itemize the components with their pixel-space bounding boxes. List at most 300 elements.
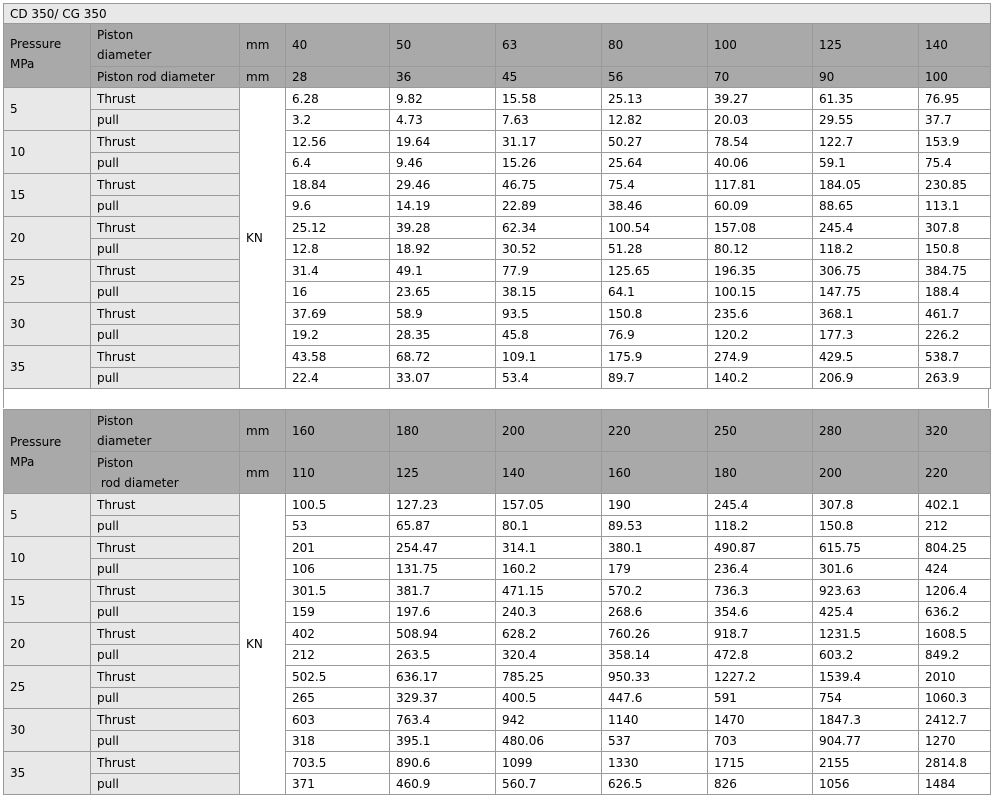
thrust-label: Thrust: [91, 303, 240, 325]
thrust-value: 201: [286, 537, 390, 559]
thrust-value: 68.72: [390, 346, 496, 368]
thrust-value: 763.4: [390, 709, 496, 731]
pressure-value: 25: [4, 260, 91, 303]
table-row: [4, 494, 991, 516]
pressure-value: 20: [4, 623, 91, 666]
thrust-label: Thrust: [91, 346, 240, 368]
pressure-header: Pressure MPa: [4, 24, 91, 88]
pull-value: 140.2: [708, 368, 813, 389]
pull-value: 226.2: [919, 325, 991, 346]
pull-value: 118.2: [708, 516, 813, 537]
thrust-value: 46.75: [496, 174, 602, 196]
thrust-value: 31.17: [496, 131, 602, 153]
pull-value: 3.2: [286, 110, 390, 131]
pull-value: 159: [286, 602, 390, 623]
unit-kn: KN: [240, 494, 286, 795]
pull-value: 358.14: [602, 645, 708, 666]
pull-value: 1060.3: [919, 688, 991, 709]
pull-value: 354.6: [708, 602, 813, 623]
thrust-label: Thrust: [91, 217, 240, 239]
pull-value: 150.8: [813, 516, 919, 537]
pull-value: 64.1: [602, 282, 708, 303]
pull-value: 236.4: [708, 559, 813, 580]
pull-label: pull: [91, 196, 240, 217]
thrust-value: 75.4: [602, 174, 708, 196]
pull-value: 703: [708, 731, 813, 752]
thrust-value: 235.6: [708, 303, 813, 325]
piston-diameter-header: Piston diameter: [91, 410, 240, 452]
thrust-value: 157.05: [496, 494, 602, 516]
pull-value: 849.2: [919, 645, 991, 666]
piston-diameter-value: 220: [602, 410, 708, 452]
thrust-value: 9.82: [390, 88, 496, 110]
thrust-value: 306.75: [813, 260, 919, 282]
rod-diameter-value: 45: [496, 67, 602, 88]
pull-value: 38.46: [602, 196, 708, 217]
table-row: [4, 196, 991, 217]
thrust-value: 628.2: [496, 623, 602, 645]
pull-value: 560.7: [496, 774, 602, 795]
pressure-value: 25: [4, 666, 91, 709]
thrust-value: 274.9: [708, 346, 813, 368]
rod-diameter-value: 125: [390, 452, 496, 494]
pull-value: 19.2: [286, 325, 390, 346]
thrust-value: 1231.5: [813, 623, 919, 645]
thrust-value: 1470: [708, 709, 813, 731]
thrust-value: 1330: [602, 752, 708, 774]
pull-value: 16: [286, 282, 390, 303]
thrust-value: 1608.5: [919, 623, 991, 645]
thrust-value: 12.56: [286, 131, 390, 153]
pull-value: 20.03: [708, 110, 813, 131]
thrust-value: 117.81: [708, 174, 813, 196]
thrust-label: Thrust: [91, 131, 240, 153]
thrust-value: 2412.7: [919, 709, 991, 731]
pull-value: 60.09: [708, 196, 813, 217]
pull-value: 4.73: [390, 110, 496, 131]
pull-value: 395.1: [390, 731, 496, 752]
thrust-label: Thrust: [91, 494, 240, 516]
table-row: [4, 153, 991, 174]
thrust-label: Thrust: [91, 260, 240, 282]
pressure-header: Pressure MPa: [4, 410, 91, 494]
thrust-value: 62.34: [496, 217, 602, 239]
piston-diameter-value: 100: [708, 24, 813, 67]
pull-value: 329.37: [390, 688, 496, 709]
piston-diameter-value: 40: [286, 24, 390, 67]
pull-label: pull: [91, 239, 240, 260]
table-row: [4, 110, 991, 131]
thrust-value: 58.9: [390, 303, 496, 325]
thrust-value: 1847.3: [813, 709, 919, 731]
pull-value: 89.53: [602, 516, 708, 537]
force-table-top: [3, 3, 991, 389]
thrust-value: 150.8: [602, 303, 708, 325]
unit-mm: mm: [240, 452, 286, 494]
thrust-value: 43.58: [286, 346, 390, 368]
pull-value: 197.6: [390, 602, 496, 623]
thrust-value: 2010: [919, 666, 991, 688]
thrust-value: 461.7: [919, 303, 991, 325]
table-row: [4, 688, 991, 709]
rod-diameter-header: Piston rod diameter: [91, 452, 240, 494]
pull-value: 206.9: [813, 368, 919, 389]
pull-value: 40.06: [708, 153, 813, 174]
pull-value: 460.9: [390, 774, 496, 795]
pull-label: pull: [91, 110, 240, 131]
pull-label: pull: [91, 516, 240, 537]
pull-value: 51.28: [602, 239, 708, 260]
thrust-value: 1099: [496, 752, 602, 774]
pull-value: 45.8: [496, 325, 602, 346]
pull-value: 188.4: [919, 282, 991, 303]
pull-value: 160.2: [496, 559, 602, 580]
thrust-value: 570.2: [602, 580, 708, 602]
thrust-value: 153.9: [919, 131, 991, 153]
thrust-label: Thrust: [91, 537, 240, 559]
pull-value: 75.4: [919, 153, 991, 174]
thrust-value: 1140: [602, 709, 708, 731]
rod-diameter-value: 36: [390, 67, 496, 88]
pressure-value: 5: [4, 88, 91, 131]
unit-mm: mm: [240, 67, 286, 88]
piston-diameter-value: 63: [496, 24, 602, 67]
pull-value: 480.06: [496, 731, 602, 752]
thrust-value: 15.58: [496, 88, 602, 110]
pull-label: pull: [91, 153, 240, 174]
pressure-value: 15: [4, 174, 91, 217]
thrust-value: 384.75: [919, 260, 991, 282]
pull-value: 904.77: [813, 731, 919, 752]
thrust-value: 196.35: [708, 260, 813, 282]
thrust-value: 2814.8: [919, 752, 991, 774]
thrust-value: 890.6: [390, 752, 496, 774]
pull-value: 265: [286, 688, 390, 709]
pull-value: 14.19: [390, 196, 496, 217]
thrust-value: 368.1: [813, 303, 919, 325]
piston-diameter-value: 50: [390, 24, 496, 67]
pull-value: 100.15: [708, 282, 813, 303]
piston-diameter-value: 280: [813, 410, 919, 452]
thrust-value: 502.5: [286, 666, 390, 688]
table-row: [4, 709, 991, 731]
rod-diameter-value: 200: [813, 452, 919, 494]
table-row: [4, 88, 991, 110]
thrust-value: 402.1: [919, 494, 991, 516]
piston-diameter-header: Piston diameter: [91, 24, 240, 67]
piston-diameter-value: 320: [919, 410, 991, 452]
pull-value: 177.3: [813, 325, 919, 346]
thrust-value: 736.3: [708, 580, 813, 602]
pull-value: 53: [286, 516, 390, 537]
piston-diameter-value: 180: [390, 410, 496, 452]
thrust-value: 918.7: [708, 623, 813, 645]
unit-kn: KN: [240, 88, 286, 389]
piston-diameter-value: 125: [813, 24, 919, 67]
table-row: [4, 752, 991, 774]
pull-value: 7.63: [496, 110, 602, 131]
table-row: [4, 774, 991, 795]
pull-value: 30.52: [496, 239, 602, 260]
table-row: [4, 731, 991, 752]
pull-value: 22.89: [496, 196, 602, 217]
thrust-value: 785.25: [496, 666, 602, 688]
thrust-label: Thrust: [91, 623, 240, 645]
thrust-value: 307.8: [813, 494, 919, 516]
pull-value: 425.4: [813, 602, 919, 623]
thrust-value: 380.1: [602, 537, 708, 559]
pull-value: 424: [919, 559, 991, 580]
thrust-value: 61.35: [813, 88, 919, 110]
pull-value: 371: [286, 774, 390, 795]
thrust-value: 1539.4: [813, 666, 919, 688]
thrust-value: 636.17: [390, 666, 496, 688]
thrust-value: 254.47: [390, 537, 496, 559]
table-row: [4, 260, 991, 282]
table-row: [4, 217, 991, 239]
pull-value: 59.1: [813, 153, 919, 174]
pull-value: 80.12: [708, 239, 813, 260]
pull-value: 318: [286, 731, 390, 752]
thrust-value: 157.08: [708, 217, 813, 239]
thrust-value: 93.5: [496, 303, 602, 325]
piston-diameter-value: 160: [286, 410, 390, 452]
thrust-value: 760.26: [602, 623, 708, 645]
thrust-value: 703.5: [286, 752, 390, 774]
thrust-value: 39.27: [708, 88, 813, 110]
pressure-value: 35: [4, 346, 91, 389]
thrust-value: 184.05: [813, 174, 919, 196]
pull-value: 37.7: [919, 110, 991, 131]
pull-value: 53.4: [496, 368, 602, 389]
pull-value: 12.8: [286, 239, 390, 260]
thrust-label: Thrust: [91, 666, 240, 688]
thrust-value: 77.9: [496, 260, 602, 282]
piston-diameter-value: 250: [708, 410, 813, 452]
thrust-value: 245.4: [813, 217, 919, 239]
pull-value: 15.26: [496, 153, 602, 174]
rod-diameter-value: 28: [286, 67, 390, 88]
table-row: [4, 602, 991, 623]
thrust-value: 18.84: [286, 174, 390, 196]
thrust-value: 490.87: [708, 537, 813, 559]
rod-diameter-value: 110: [286, 452, 390, 494]
pull-value: 240.3: [496, 602, 602, 623]
thrust-value: 19.64: [390, 131, 496, 153]
pressure-value: 15: [4, 580, 91, 623]
thrust-value: 127.23: [390, 494, 496, 516]
pull-value: 212: [286, 645, 390, 666]
pull-value: 826: [708, 774, 813, 795]
pressure-value: 35: [4, 752, 91, 795]
thrust-value: 49.1: [390, 260, 496, 282]
pull-value: 33.07: [390, 368, 496, 389]
pull-label: pull: [91, 368, 240, 389]
thrust-value: 508.94: [390, 623, 496, 645]
pull-value: 76.9: [602, 325, 708, 346]
pull-value: 28.35: [390, 325, 496, 346]
thrust-value: 25.12: [286, 217, 390, 239]
thrust-value: 804.25: [919, 537, 991, 559]
pull-value: 472.8: [708, 645, 813, 666]
pull-value: 268.6: [602, 602, 708, 623]
table-row: [4, 623, 991, 645]
thrust-value: 100.5: [286, 494, 390, 516]
thrust-value: 230.85: [919, 174, 991, 196]
table-row: [4, 559, 991, 580]
pull-label: pull: [91, 325, 240, 346]
thrust-label: Thrust: [91, 752, 240, 774]
pull-value: 89.7: [602, 368, 708, 389]
unit-mm: mm: [240, 24, 286, 67]
pull-value: 754: [813, 688, 919, 709]
pull-value: 1270: [919, 731, 991, 752]
table-row: [4, 303, 991, 325]
rod-diameter-value: 220: [919, 452, 991, 494]
pull-value: 263.9: [919, 368, 991, 389]
thrust-value: 6.28: [286, 88, 390, 110]
rod-diameter-header: Piston rod diameter: [91, 67, 240, 88]
thrust-value: 190: [602, 494, 708, 516]
pull-value: 212: [919, 516, 991, 537]
rod-diameter-value: 140: [496, 452, 602, 494]
pull-value: 147.75: [813, 282, 919, 303]
thrust-value: 615.75: [813, 537, 919, 559]
pull-label: pull: [91, 645, 240, 666]
piston-diameter-value: 200: [496, 410, 602, 452]
pressure-value: 30: [4, 303, 91, 346]
pull-value: 106: [286, 559, 390, 580]
table-row: [4, 174, 991, 196]
table-row: [4, 516, 991, 537]
thrust-value: 402: [286, 623, 390, 645]
pull-value: 301.6: [813, 559, 919, 580]
pull-value: 113.1: [919, 196, 991, 217]
pull-value: 603.2: [813, 645, 919, 666]
pull-value: 1484: [919, 774, 991, 795]
thrust-value: 942: [496, 709, 602, 731]
table-row: [4, 368, 991, 389]
pull-value: 447.6: [602, 688, 708, 709]
pull-value: 179: [602, 559, 708, 580]
pull-label: pull: [91, 602, 240, 623]
pressure-value: 30: [4, 709, 91, 752]
pull-value: 88.65: [813, 196, 919, 217]
table-row: [4, 666, 991, 688]
rod-diameter-value: 56: [602, 67, 708, 88]
thrust-value: 1227.2: [708, 666, 813, 688]
thrust-value: 307.8: [919, 217, 991, 239]
thrust-value: 37.69: [286, 303, 390, 325]
thrust-value: 301.5: [286, 580, 390, 602]
table-row: [4, 645, 991, 666]
pull-value: 18.92: [390, 239, 496, 260]
pull-value: 9.46: [390, 153, 496, 174]
pull-label: pull: [91, 688, 240, 709]
pull-value: 320.4: [496, 645, 602, 666]
unit-mm: mm: [240, 410, 286, 452]
thrust-value: 25.13: [602, 88, 708, 110]
thrust-value: 76.95: [919, 88, 991, 110]
table-row: [4, 282, 991, 303]
thrust-value: 950.33: [602, 666, 708, 688]
thrust-value: 2155: [813, 752, 919, 774]
pull-value: 22.4: [286, 368, 390, 389]
piston-diameter-value: 80: [602, 24, 708, 67]
pull-label: pull: [91, 774, 240, 795]
table-title: CD 350/ CG 350: [4, 4, 991, 24]
pull-value: 23.65: [390, 282, 496, 303]
table-row: [4, 537, 991, 559]
thrust-value: 538.7: [919, 346, 991, 368]
rod-diameter-value: 70: [708, 67, 813, 88]
table-row: [4, 239, 991, 260]
force-table-bottom: [3, 409, 991, 795]
pull-value: 65.87: [390, 516, 496, 537]
thrust-value: 125.65: [602, 260, 708, 282]
thrust-label: Thrust: [91, 580, 240, 602]
thrust-value: 923.63: [813, 580, 919, 602]
thrust-value: 100.54: [602, 217, 708, 239]
rod-diameter-value: 90: [813, 67, 919, 88]
thrust-value: 603: [286, 709, 390, 731]
thrust-value: 29.46: [390, 174, 496, 196]
table-row: [4, 346, 991, 368]
pull-label: pull: [91, 559, 240, 580]
thrust-value: 1715: [708, 752, 813, 774]
thrust-value: 175.9: [602, 346, 708, 368]
thrust-value: 39.28: [390, 217, 496, 239]
pull-value: 263.5: [390, 645, 496, 666]
thrust-value: 78.54: [708, 131, 813, 153]
thrust-value: 109.1: [496, 346, 602, 368]
pull-value: 131.75: [390, 559, 496, 580]
pull-value: 29.55: [813, 110, 919, 131]
pull-value: 150.8: [919, 239, 991, 260]
table-row: [4, 131, 991, 153]
pull-value: 120.2: [708, 325, 813, 346]
thrust-value: 122.7: [813, 131, 919, 153]
pull-value: 80.1: [496, 516, 602, 537]
pull-value: 12.82: [602, 110, 708, 131]
piston-diameter-value: 140: [919, 24, 991, 67]
section-gap: [3, 388, 989, 408]
pull-value: 537: [602, 731, 708, 752]
rod-diameter-value: 160: [602, 452, 708, 494]
thrust-value: 314.1: [496, 537, 602, 559]
rod-diameter-value: 100: [919, 67, 991, 88]
table-row: [4, 580, 991, 602]
pull-value: 38.15: [496, 282, 602, 303]
pull-label: pull: [91, 282, 240, 303]
thrust-value: 471.15: [496, 580, 602, 602]
pull-value: 6.4: [286, 153, 390, 174]
thrust-value: 429.5: [813, 346, 919, 368]
pressure-value: 10: [4, 131, 91, 174]
pull-value: 400.5: [496, 688, 602, 709]
thrust-value: 50.27: [602, 131, 708, 153]
pull-value: 25.64: [602, 153, 708, 174]
thrust-value: 1206.4: [919, 580, 991, 602]
thrust-value: 31.4: [286, 260, 390, 282]
table-row: [4, 325, 991, 346]
thrust-label: Thrust: [91, 88, 240, 110]
thrust-value: 245.4: [708, 494, 813, 516]
pressure-value: 5: [4, 494, 91, 537]
thrust-label: Thrust: [91, 709, 240, 731]
pull-value: 626.5: [602, 774, 708, 795]
pressure-value: 10: [4, 537, 91, 580]
